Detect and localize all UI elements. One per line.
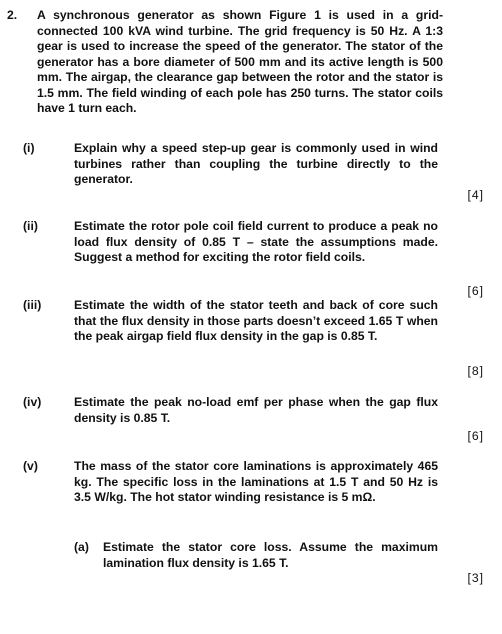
part-label-i: (i)	[23, 141, 35, 155]
part-label-iv: (iv)	[23, 395, 42, 409]
part-text-v: The mass of the stator core laminations is approximately 465 kg. The specific loss in the laminations at 1.5 T and 50 Hz is 3.5 W/kg. The hot stator winding resistance is 5 mΩ.	[74, 459, 438, 504]
part-text-iv: Estimate the peak no-load emf per phase when the gap flux density is 0.85 T.	[74, 395, 438, 425]
part-marks-i: [4]	[467, 188, 484, 202]
part-text-iii: Estimate the width of the stator teeth and back of core such that the flux density in those parts doesn’t exceed 1.65 T when the peak airgap field flux density in the gap is 0.85 T.	[74, 298, 438, 343]
part-label-iii: (iii)	[23, 298, 42, 312]
part-label-ii: (ii)	[23, 219, 38, 233]
subpart-marks-a: [3]	[467, 571, 484, 585]
part-label-v: (v)	[23, 459, 38, 473]
subpart-label-a: (a)	[74, 540, 89, 554]
part-marks-iii: [8]	[467, 364, 484, 378]
question-number: 2.	[7, 8, 18, 22]
question-intro: A synchronous generator as shown Figure 1 is used in a grid-connected 100 kVA wind turbine. The grid frequency is 50 Hz. A 1:3 gear is used to increase the speed of the generator. The stator of the generator has a bore diameter of 500 mm and its active length is 500 mm. The airgap, the clearance gap between the rotor and the stator is 1.5 mm. The field winding of each pole has 250 turns. The stator coils have 1 turn each.	[37, 8, 443, 115]
part-text-i: Explain why a speed step-up gear is commonly used in wind turbines rather than coupling the turbine directly to the generator.	[74, 141, 438, 186]
subpart-text-a: Estimate the stator core loss. Assume the maximum lamination flux density is 1.65 T.	[103, 540, 438, 570]
part-marks-iv: [6]	[467, 429, 484, 443]
part-marks-ii: [6]	[467, 284, 484, 298]
part-text-ii: Estimate the rotor pole coil field current to produce a peak no load flux density of 0.85 T – state the assumptions made. Suggest a method for exciting the rotor field coils.	[74, 219, 438, 264]
